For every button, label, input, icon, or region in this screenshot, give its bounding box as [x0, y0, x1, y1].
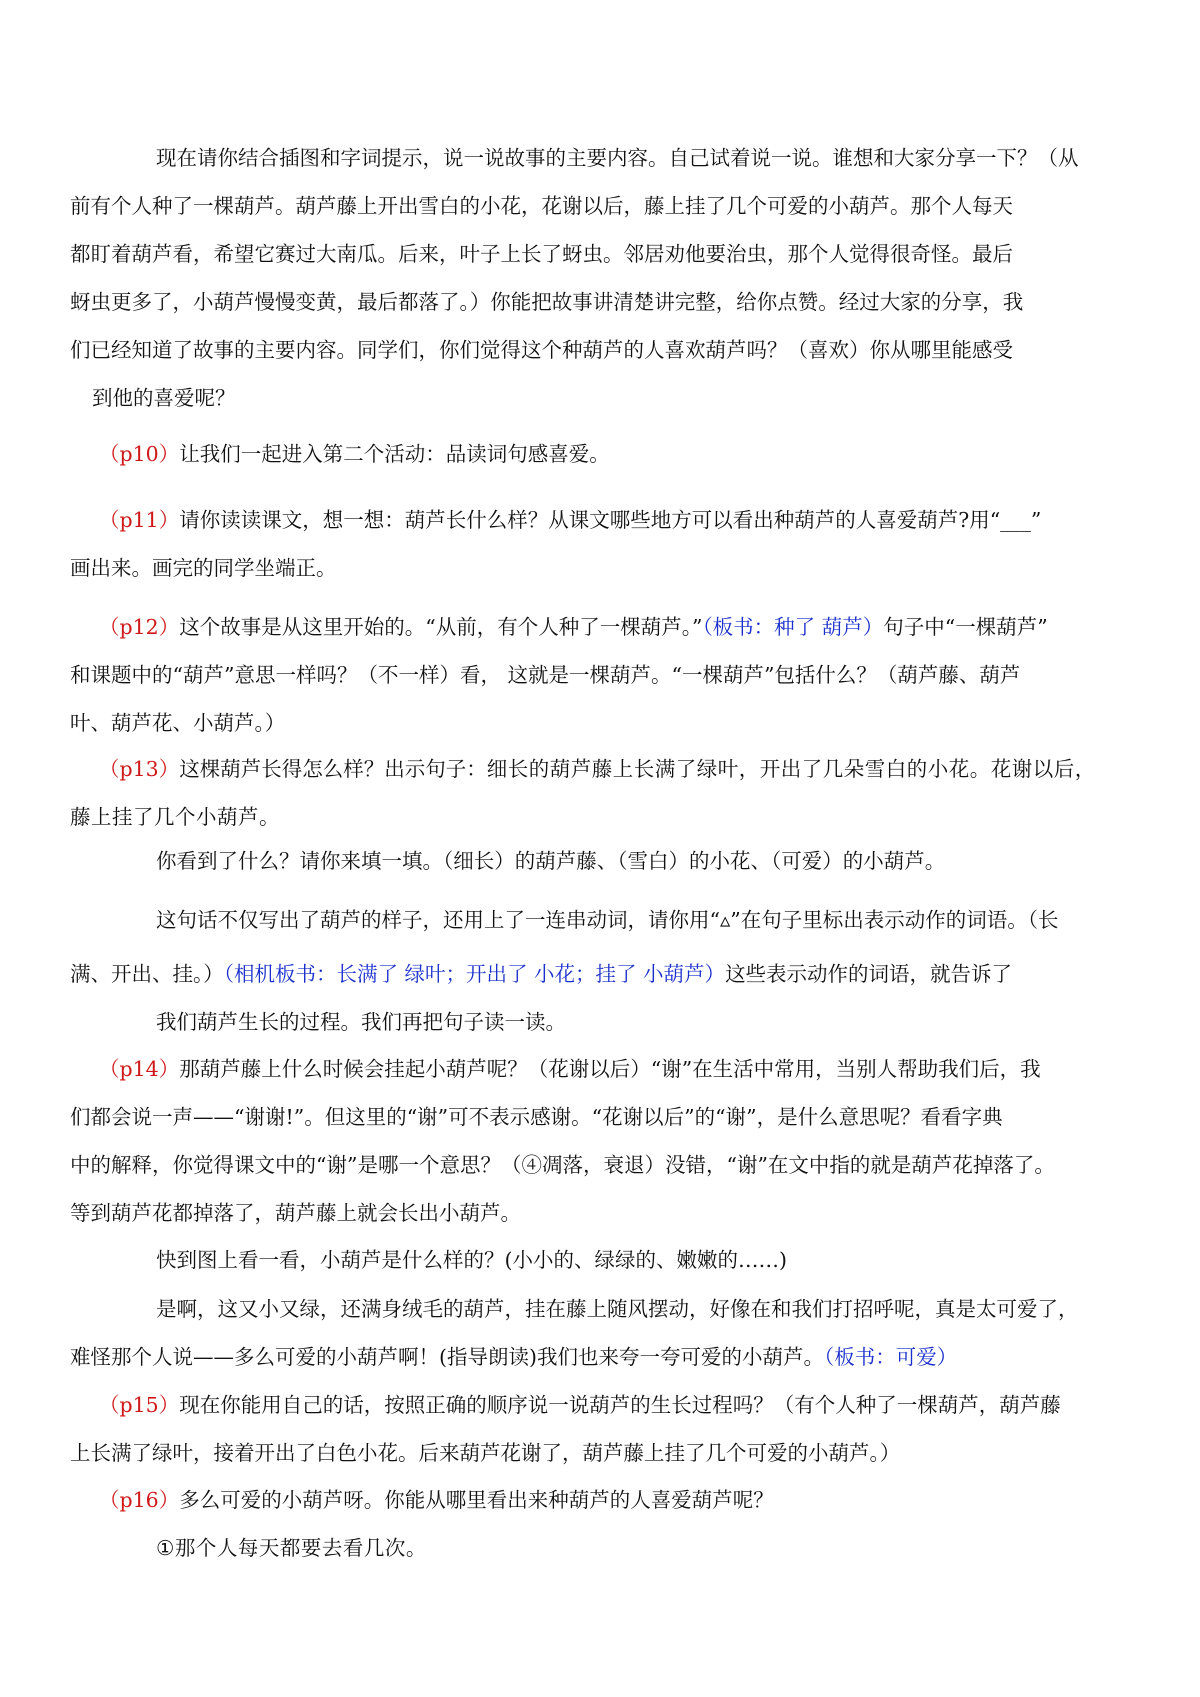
p12-line1-a: 这个故事是从这里开始的。“从前，有个人种了一棵葫芦。”	[179, 615, 703, 639]
p13-line1-a: 这棵葫芦长得怎么样？出示句子：	[179, 757, 487, 781]
text-line: 们已经知道了故事的主要内容。同学们，你们觉得这个种葫芦的人喜欢葫芦吗？（喜欢）你从哪里能感受	[70, 338, 1013, 362]
intro-paragraph	[70, 134, 1102, 422]
p11-line1: 请你读读课文，想一想：葫芦长什么样？从课文哪些地方可以看出种葫芦的人喜爱葫芦?用“___”	[179, 508, 1042, 532]
text-line	[70, 603, 1102, 651]
text-line: 到他的喜爱呢？	[92, 386, 236, 410]
p14-line1: 那葫芦藤上什么时候会挂起小葫芦呢？（花谢以后）“谢”在生活中常用，当别人帮助我们后，我	[179, 1057, 1041, 1081]
board-note: （板书：种了 葫芦）	[702, 615, 884, 639]
p15-paragraph	[70, 1381, 1102, 1477]
p16-item-1	[70, 1524, 1102, 1572]
text-line: 上长满了绿叶，接着开出了白色小花。后来葫芦花谢了，葫芦藤上挂了几个可爱的小葫芦。）	[70, 1441, 901, 1465]
text-line: 和课题中的“葫芦”意思一样吗？（不一样）看， 这就是一棵葫芦。“一棵葫芦”包括什么？（葫芦藤、葫芦	[70, 663, 1021, 687]
verbs-line2-a: 满、开出、挂。）	[70, 962, 224, 986]
text-line: 我们葫芦生长的过程。我们再把句子读一读。	[156, 1010, 566, 1034]
text-line: 等到葫芦花都掉落了，葫芦藤上就会长出小葫芦。	[70, 1201, 521, 1225]
slide-tag-p10: （p10）	[99, 442, 180, 466]
slide-tag-p13: （p13）	[99, 757, 180, 781]
list-item: ①那个人每天都要去看几次。	[156, 1536, 427, 1560]
text-line	[70, 496, 1102, 544]
text-line	[70, 950, 1102, 998]
slide-tag-p12: （p12）	[99, 615, 180, 639]
p11-paragraph	[70, 496, 1102, 592]
look-paragraph	[70, 1236, 1102, 1284]
p15-line1: 现在你能用自己的话，按照正确的顺序说一说葫芦的生长过程吗？（有个人种了一棵葫芦，葫芦藤	[179, 1393, 1061, 1417]
verbs-line2-b: 这些表示动作的词语，就告诉了	[725, 962, 1013, 986]
text-line	[70, 1476, 1102, 1524]
slide-tag-p14: （p14）	[99, 1057, 180, 1081]
quoted-sentence: 细长的葫芦藤上长满了绿叶，开出了几朵雪白的小花。花谢以后，	[486, 757, 1096, 781]
text-line: 前有个人种了一棵葫芦。葫芦藤上开出雪白的小花，花谢以后，藤上挂了几个可爱的小葫芦。那个人每天	[70, 194, 1013, 218]
text-line: 你看到了什么？请你来填一填。（细长）的葫芦藤、（雪白）的小花、（可爱）的小葫芦。	[156, 849, 946, 873]
p16-paragraph	[70, 1476, 1102, 1524]
p12-line1-b: 句子中“一棵葫芦”	[883, 615, 1048, 639]
quoted-sentence: 藤上挂了几个小葫芦。	[70, 805, 280, 829]
p13-paragraph	[70, 745, 1102, 841]
text-line	[70, 1333, 1102, 1381]
text-line: 现在请你结合插图和字词提示，说一说故事的主要内容。自己试着说一说。谁想和大家分享一下？（从	[156, 146, 1079, 170]
text-line: 都盯着葫芦看，希望它赛过大南瓜。后来，叶子上长了蚜虫。邻居劝他要治虫，那个人觉得很奇怪。最后	[70, 242, 1013, 266]
text-line: 中的解释，你觉得课文中的“谢”是哪一个意思？（④凋落，衰退）没错，“谢”在文中指的就是葫芦花掉落了。	[70, 1153, 1055, 1177]
fill-in-paragraph	[70, 837, 1102, 885]
p12-paragraph	[70, 603, 1102, 747]
text-line: 快到图上看一看，小葫芦是什么样的？(小小的、绿绿的、嫩嫩的……)	[156, 1248, 787, 1272]
text-line: 蚜虫更多了，小葫芦慢慢变黄，最后都落了。）你能把故事讲清楚讲完整，给你点赞。经过大家的分享，我	[70, 290, 1024, 314]
board-note: （板书：可爱）	[824, 1345, 958, 1369]
text-line	[70, 430, 1102, 478]
board-note: （相机板书：长满了 绿叶；开出了 小花；挂了 小葫芦）	[223, 962, 726, 986]
lovely-paragraph	[70, 1285, 1102, 1381]
text-line: 们都会说一声——“谢谢!”。但这里的“谢”可不表示感谢。“花谢以后”的“谢”，是什么意思呢？看看字典	[70, 1105, 1003, 1129]
p10-text: 让我们一起进入第二个活动：品读词句感喜爱。	[179, 442, 610, 466]
p10-paragraph	[70, 430, 1102, 478]
lovely-line2-a: 难怪那个人说——多么可爱的小葫芦啊！(指导朗读)我们也来夸一夸可爱的小葫芦。	[70, 1345, 824, 1369]
text-line: 这句话不仅写出了葫芦的样子，还用上了一连串动词，请你用“▵”在句子里标出表示动作的词语。（长	[156, 908, 1059, 932]
text-line: 是啊，这又小又绿，还满身绒毛的葫芦，挂在藤上随风摆动，好像在和我们打招呼呢，真是太可爱了，	[156, 1297, 1079, 1321]
text-line: 叶、葫芦花、小葫芦。）	[70, 711, 286, 735]
slide-tag-p15: （p15）	[99, 1393, 180, 1417]
text-line	[70, 1045, 1102, 1093]
verbs-paragraph	[70, 896, 1102, 1046]
slide-tag-p16: （p16）	[99, 1488, 180, 1512]
slide-tag-p11: （p11）	[99, 508, 180, 532]
text-line: 画出来。画完的同学坐端正。	[70, 556, 337, 580]
text-line	[70, 745, 1102, 793]
p16-text: 多么可爱的小葫芦呀。你能从哪里看出来种葫芦的人喜爱葫芦呢？	[179, 1488, 774, 1512]
text-line	[70, 1381, 1102, 1429]
p14-paragraph	[70, 1045, 1102, 1237]
